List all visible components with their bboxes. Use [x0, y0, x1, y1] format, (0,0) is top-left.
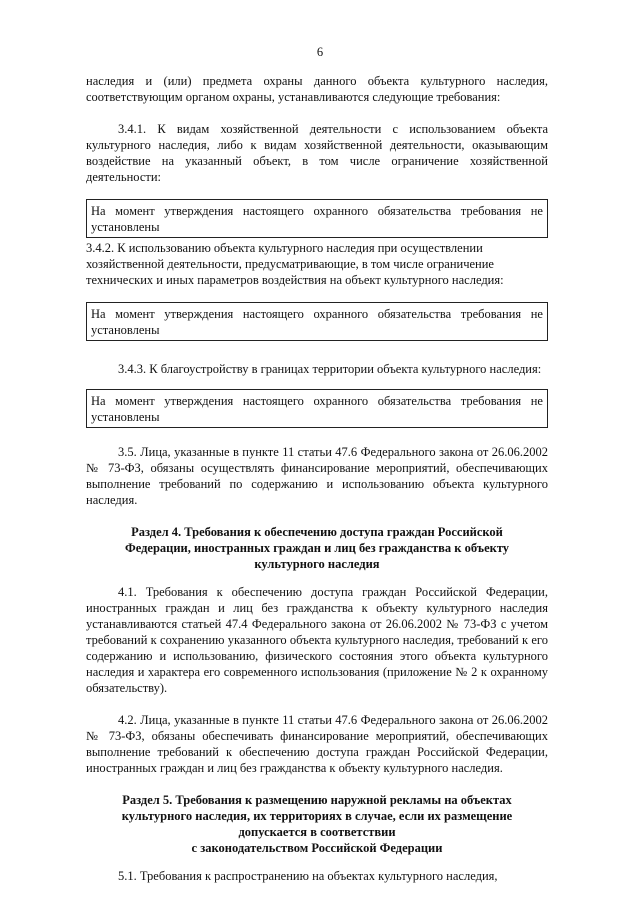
section-4-title — [86, 524, 548, 572]
paragraph-3-4-3: 3.4.3. К благоустройству в границах территории объекта культурного наследия: — [118, 362, 542, 376]
document-body — [86, 73, 548, 884]
section-4-title-line: культурного наследия — [254, 557, 380, 571]
section-5-title-line: с законодательством Российской Федерации — [191, 841, 443, 855]
paragraph-3-4-2: 3.4.2. К использованию объекта культурного наследия при осуществлении хозяйственной деятельности, предусматривающие, в том числе ограничение технических и иных параметров воздействия на объект культурного наследия: — [86, 241, 504, 287]
paragraph-3-4-1: 3.4.1. К видам хозяйственной деятельности с использованием объекта культурного наследия, либо к видам хозяйственной деятельности, оказывающим воздействие на указанный объект, в том числе ограничение хозяйственной деятельности: — [86, 122, 548, 184]
section-5-title-line: Раздел 5. Требования к размещению наружной рекламы на объектах — [122, 793, 512, 807]
section-5-title-line: культурного наследия, их территориях в случае, если их размещение — [121, 809, 513, 823]
paragraph-4-1: 4.1. Требования к обеспечению доступа граждан Российской Федерации, иностранных граждан и лиц без гражданства к объекту культурного наследия устанавливаются статьей 47.4 Федерального закона от 26.06.2002 № 73-ФЗ с учетом требований к сохранению указанного объекта культурного наследия, требований к его содержанию и использованию, физического состояния этого объекта культурного наследия и характера его современного использования (приложение № 2 к охранному обязательству). — [86, 585, 548, 695]
section-4-title-line: Федерации, иностранных граждан и лиц без гражданства к объекту — [124, 541, 510, 555]
section-4-title-line: Раздел 4. Требования к обеспечению доступа граждан Российской — [131, 525, 503, 539]
paragraph-3-5: 3.5. Лица, указанные в пункте 11 статьи 47.6 Федерального закона от 26.06.2002 № 73-ФЗ, обязаны осуществлять финансирование мероприятий, обеспечивающих выполнение требований по содержанию и использованию объекта культурного наследия. — [86, 445, 548, 507]
requirement-box-3: На момент утверждения настоящего охранного обязательства требования не установлены — [86, 389, 548, 428]
requirement-box-1: На момент утверждения настоящего охранного обязательства требования не установлены — [86, 199, 548, 238]
paragraph-5-1: 5.1. Требования к распространению на объектах культурного наследия, — [118, 869, 498, 883]
section-5-title-line: допускается в соответствии — [238, 825, 396, 839]
paragraph-4-2: 4.2. Лица, указанные в пункте 11 статьи 47.6 Федерального закона от 26.06.2002 № 73-ФЗ, обязаны обеспечивать финансирование мероприятий, обеспечивающих выполнение требований к обеспечению доступа граждан Российской Федерации, иностранных граждан и лиц без гражданства к объекту культурного наследия. — [86, 713, 548, 775]
intro-paragraph: наследия и (или) предмета охраны данного объекта культурного наследия, соответствующим органом охраны, устанавливаются следующие требования: — [86, 74, 548, 104]
section-5-title — [86, 792, 548, 856]
requirement-box-2: На момент утверждения настоящего охранного обязательства требования не установлены — [86, 302, 548, 341]
page-number: 6 — [316, 45, 324, 59]
